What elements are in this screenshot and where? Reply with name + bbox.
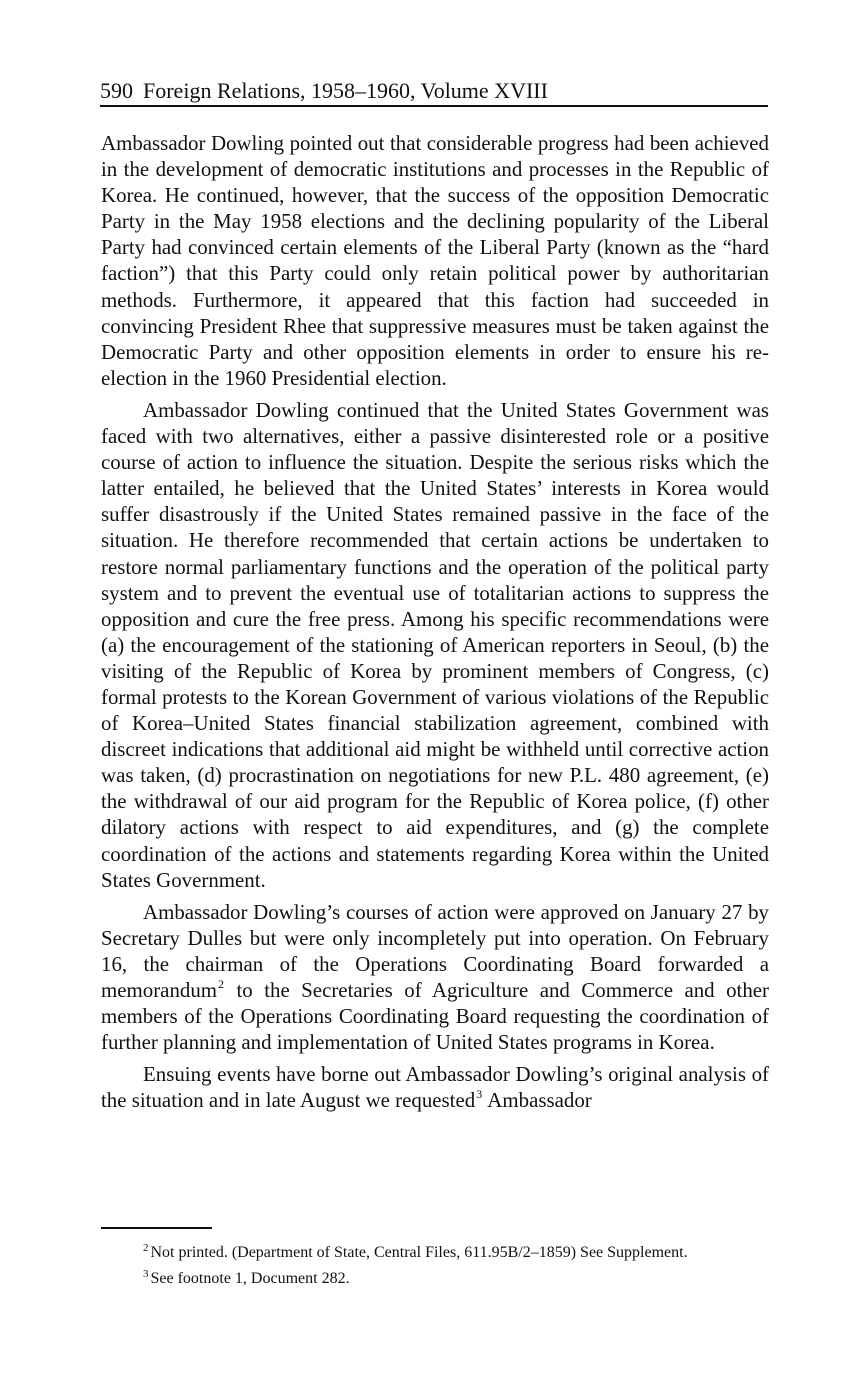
footnote-ref-3[interactable]: 3 <box>476 1087 483 1102</box>
footnote-ref-2[interactable]: 2 <box>218 977 225 991</box>
footnote-marker-2: 2 <box>143 1242 149 1254</box>
page-number: 590 <box>100 78 133 103</box>
running-title: Foreign Relations, 1958–1960, Volume XVIII <box>143 78 548 103</box>
footnotes <box>143 1240 783 1292</box>
footnote-rule <box>101 1227 212 1229</box>
paragraph-2: Ambassador Dowling continued that the United States Government was faced with two alternatives, either a passive disinterested role or a positive course of action to influence the situation. Despite the serious risks which the latter entailed, he believed that the United States’ interests in Korea would suffer disastrously if the United States remained passive in the face of the situation. He therefore recommended that certain actions be undertaken to restore normal parliamentary functions and the operation of the political party system and to prevent the eventual use of totalitarian actions to suppress the opposition and cure the free press. Among his specific recommendations were (a) the encouragement of the stationing of American reporters in Seoul, (b) the visiting of the Republic of Korea by prominent members of Congress, (c) formal protests to the Korean Government of various violations of the Republic of Korea–United States financial stabilization agreement, combined with discreet indications that additional aid might be withheld until corrective action was taken, (d) procrastination on negotiations for new P.L. 480 agreement, (e) the withdrawal of our aid program for the Republic of Korea police, (f) other dilatory actions with respect to aid expenditures, and (g) the complete coordination of the actions and statements regarding Korea within the United States Government. <box>101 397 769 892</box>
body-text <box>101 130 769 1119</box>
footnote-marker-3: 3 <box>143 1268 149 1280</box>
footnote-2 <box>143 1240 783 1266</box>
paragraph-3 <box>101 899 769 1056</box>
footnote-3 <box>143 1266 783 1292</box>
running-header <box>100 76 768 106</box>
paragraph-4 <box>101 1061 769 1113</box>
paragraph-1: Ambassador Dowling pointed out that considerable progress had been achieved in the development of democratic institutions and processes in the Republic of Korea. He continued, however, that the success of the opposition Democratic Party in the May 1958 elections and the declining popularity of the Liberal Party had convinced certain elements of the Liberal Party (known as the “hard faction”) that this Party could only retain political power by authoritarian methods. Furthermore, it appeared that this faction had succeeded in convincing President Rhee that suppressive measures must be taken against the Democratic Party and other opposition elements in order to ensure his re-election in the 1960 Presidential election. <box>101 131 769 390</box>
paragraph-3-text-after: to the Secretaries of Agriculture and Commerce and other members of the Operations Coordinating Board requesting the coordination of further planning and implementation of United States programs in Korea. <box>101 978 769 1055</box>
footnote-text-2: Not printed. (Department of State, Central Files, 611.95B/2–1859) See Supplement. <box>150 1244 688 1261</box>
paragraph-3-text-before: Ambassador Dowling’s courses of action were approved on January 27 by Secretary Dulles but were only incompletely put into operation. On February 16, the chairman of the Operations Coordinating Board forwarded a memorandum <box>101 899 769 1002</box>
paragraph-4-text-before: Ensuing events have borne out Ambassador Dowling’s original analysis of the situation and in late August we requested <box>101 1062 769 1113</box>
paragraph-4-text-after: Ambassador <box>483 1088 592 1113</box>
header-rule <box>100 105 768 107</box>
footnote-text-3: See footnote 1, Document 282. <box>150 1270 350 1287</box>
